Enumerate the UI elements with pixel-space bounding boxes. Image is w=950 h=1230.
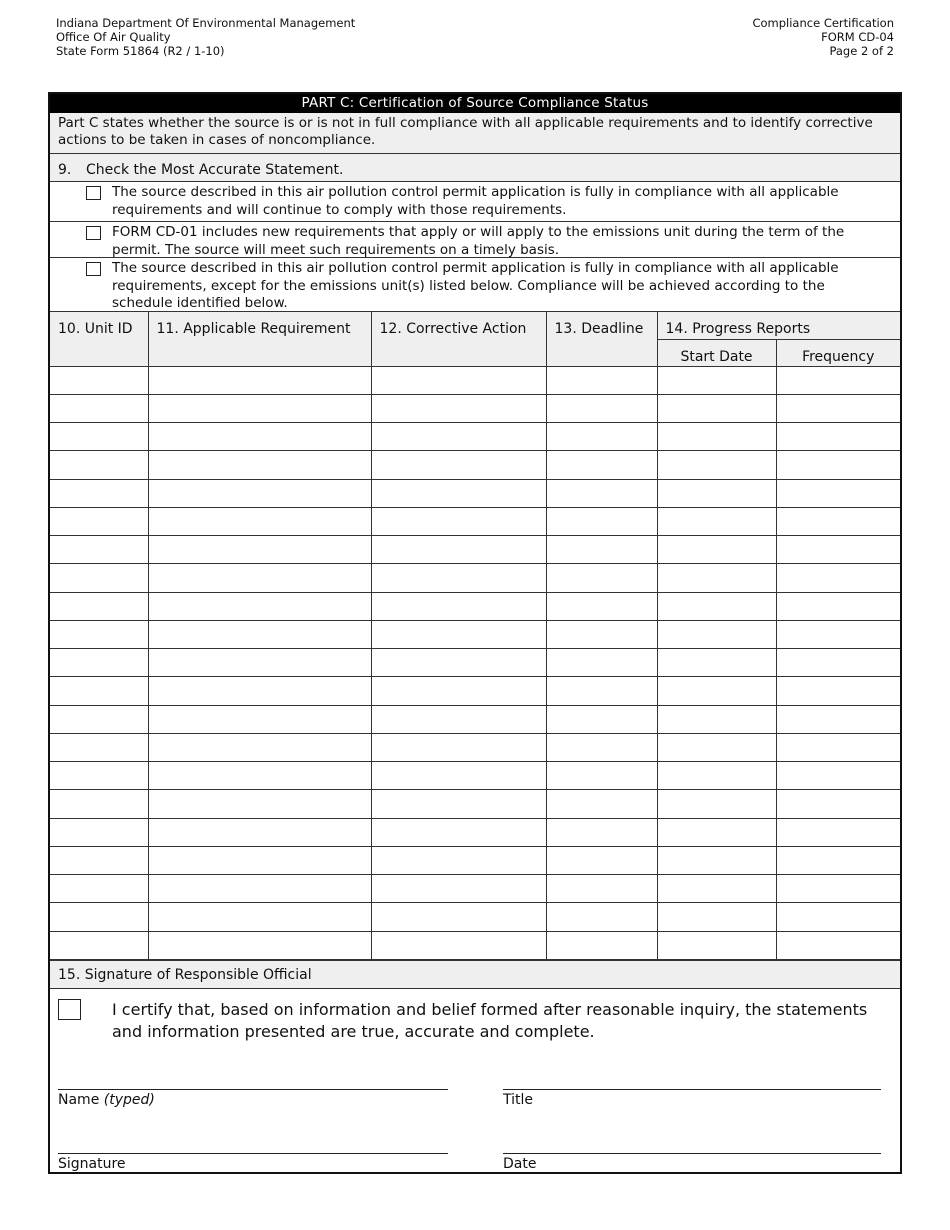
unit-id-cell[interactable] <box>50 677 148 705</box>
requirement-cell[interactable] <box>148 790 371 818</box>
deadline-cell[interactable] <box>546 649 657 677</box>
frequency-cell[interactable] <box>776 507 900 535</box>
start-date-cell[interactable] <box>657 790 776 818</box>
start-date-cell[interactable] <box>657 536 776 564</box>
header-right <box>752 16 894 58</box>
start-date-cell[interactable] <box>657 649 776 677</box>
deadline-cell[interactable] <box>546 366 657 394</box>
requirement-cell[interactable] <box>148 818 371 846</box>
start-date-cell[interactable] <box>657 479 776 507</box>
office-name: Office Of Air Quality <box>56 30 171 44</box>
deadline-cell[interactable] <box>546 790 657 818</box>
frequency-cell[interactable] <box>776 649 900 677</box>
frequency-cell[interactable] <box>776 677 900 705</box>
table-row <box>50 762 900 790</box>
start-date-cell[interactable] <box>657 451 776 479</box>
deadline-cell[interactable] <box>546 705 657 733</box>
corrective-action-cell[interactable] <box>371 479 546 507</box>
table-row <box>50 705 900 733</box>
start-date-cell[interactable] <box>657 677 776 705</box>
col-frequency: Frequency <box>776 339 900 366</box>
table-row <box>50 394 900 422</box>
start-date-cell[interactable] <box>657 818 776 846</box>
unit-id-cell[interactable] <box>50 931 148 959</box>
start-date-cell[interactable] <box>657 620 776 648</box>
table-row <box>50 733 900 761</box>
corrective-action-cell[interactable] <box>371 536 546 564</box>
deadline-cell[interactable] <box>546 536 657 564</box>
deadline-cell[interactable] <box>546 451 657 479</box>
start-date-cell[interactable] <box>657 846 776 874</box>
col-deadline: 13. Deadline <box>546 312 657 366</box>
frequency-cell[interactable] <box>776 366 900 394</box>
q9-heading <box>50 154 900 182</box>
unit-id-cell[interactable] <box>50 394 148 422</box>
name-field[interactable] <box>58 1089 448 1109</box>
q9-number: 9. <box>58 162 72 178</box>
frequency-cell[interactable] <box>776 903 900 931</box>
corrective-action-cell[interactable] <box>371 705 546 733</box>
unit-id-cell[interactable] <box>50 846 148 874</box>
table-row <box>50 620 900 648</box>
unit-id-cell[interactable] <box>50 536 148 564</box>
q9-option-1-text: The source described in this air pollution control permit application is fully in compliance with all applicable requirements and will continue to comply with those requirements. <box>112 184 839 218</box>
table-row <box>50 507 900 535</box>
signature-line <box>58 1153 448 1154</box>
corrective-action-cell[interactable] <box>371 620 546 648</box>
corrective-action-cell[interactable] <box>371 423 546 451</box>
unit-id-cell[interactable] <box>50 451 148 479</box>
frequency-cell[interactable] <box>776 564 900 592</box>
table-row <box>50 423 900 451</box>
start-date-cell[interactable] <box>657 507 776 535</box>
deadline-cell[interactable] <box>546 677 657 705</box>
table-row <box>50 592 900 620</box>
corrective-action-cell[interactable] <box>371 875 546 903</box>
form-code: FORM CD-04 <box>821 30 894 44</box>
frequency-cell[interactable] <box>776 592 900 620</box>
unit-id-cell[interactable] <box>50 507 148 535</box>
deadline-cell[interactable] <box>546 423 657 451</box>
name-hint: (typed) <box>103 1092 155 1108</box>
unit-id-cell[interactable] <box>50 592 148 620</box>
table-row <box>50 677 900 705</box>
table-row <box>50 451 900 479</box>
certification-statement <box>50 989 900 1049</box>
col-start-date: Start Date <box>657 339 776 366</box>
deadline-cell[interactable] <box>546 479 657 507</box>
start-date-cell[interactable] <box>657 564 776 592</box>
start-date-cell[interactable] <box>657 762 776 790</box>
start-date-cell[interactable] <box>657 394 776 422</box>
compliance-form <box>48 92 902 1174</box>
requirement-cell[interactable] <box>148 649 371 677</box>
requirement-cell[interactable] <box>148 423 371 451</box>
table-row <box>50 931 900 959</box>
start-date-cell[interactable] <box>657 705 776 733</box>
table-row <box>50 846 900 874</box>
table-row <box>50 818 900 846</box>
deadline-cell[interactable] <box>546 733 657 761</box>
frequency-cell[interactable] <box>776 620 900 648</box>
requirement-cell[interactable] <box>148 564 371 592</box>
corrective-action-cell[interactable] <box>371 451 546 479</box>
date-line <box>503 1153 881 1154</box>
corrective-action-cell[interactable] <box>371 903 546 931</box>
requirement-cell[interactable] <box>148 846 371 874</box>
requirement-cell[interactable] <box>148 875 371 903</box>
name-line <box>58 1089 448 1090</box>
frequency-cell[interactable] <box>776 733 900 761</box>
requirement-cell[interactable] <box>148 592 371 620</box>
frequency-cell[interactable] <box>776 536 900 564</box>
start-date-cell[interactable] <box>657 592 776 620</box>
corrective-action-cell[interactable] <box>371 931 546 959</box>
frequency-cell[interactable] <box>776 846 900 874</box>
unit-id-cell[interactable] <box>50 705 148 733</box>
requirement-cell[interactable] <box>148 366 371 394</box>
requirement-cell[interactable] <box>148 903 371 931</box>
requirement-cell[interactable] <box>148 507 371 535</box>
q15-heading: 15. Signature of Responsible Official <box>50 960 900 989</box>
unit-id-cell[interactable] <box>50 423 148 451</box>
table-row <box>50 564 900 592</box>
corrective-action-cell[interactable] <box>371 818 546 846</box>
q9-option-1-checkbox[interactable] <box>86 186 101 200</box>
part-c-title: PART C: Certification of Source Compliance Status <box>50 94 900 113</box>
frequency-cell[interactable] <box>776 875 900 903</box>
frequency-cell[interactable] <box>776 394 900 422</box>
corrective-action-cell[interactable] <box>371 762 546 790</box>
col-corrective-action: 12. Corrective Action <box>371 312 546 366</box>
deadline-cell[interactable] <box>546 564 657 592</box>
q9-option-2 <box>50 222 900 258</box>
unit-id-cell[interactable] <box>50 620 148 648</box>
form-title: Compliance Certification <box>752 16 894 30</box>
corrective-action-cell[interactable] <box>371 677 546 705</box>
agency-name: Indiana Department Of Environmental Management <box>56 16 356 30</box>
deadline-cell[interactable] <box>546 394 657 422</box>
deadline-cell[interactable] <box>546 931 657 959</box>
q9-option-1 <box>50 182 900 222</box>
title-label: Title <box>503 1092 534 1108</box>
table-row <box>50 875 900 903</box>
unit-id-cell[interactable] <box>50 366 148 394</box>
table-row <box>50 536 900 564</box>
unit-id-cell[interactable] <box>50 649 148 677</box>
page-number: Page 2 of 2 <box>829 44 894 58</box>
compliance-schedule-table <box>50 312 900 960</box>
header-left <box>56 16 355 58</box>
start-date-cell[interactable] <box>657 733 776 761</box>
signature-label: Signature <box>58 1156 126 1172</box>
title-field[interactable] <box>503 1089 881 1109</box>
frequency-cell[interactable] <box>776 931 900 959</box>
q9-option-3-checkbox[interactable] <box>86 262 101 276</box>
date-label: Date <box>503 1156 537 1172</box>
requirement-cell[interactable] <box>148 931 371 959</box>
unit-id-cell[interactable] <box>50 564 148 592</box>
requirement-cell[interactable] <box>148 677 371 705</box>
deadline-cell[interactable] <box>546 903 657 931</box>
corrective-action-cell[interactable] <box>371 733 546 761</box>
unit-id-cell[interactable] <box>50 903 148 931</box>
start-date-cell[interactable] <box>657 423 776 451</box>
unit-id-cell[interactable] <box>50 479 148 507</box>
frequency-cell[interactable] <box>776 451 900 479</box>
col-unit-id: 10. Unit ID <box>50 312 148 366</box>
frequency-cell[interactable] <box>776 762 900 790</box>
q9-option-3-text: The source described in this air pollution control permit application is fully in compliance with all applicable requirements, except for the emissions unit(s) listed below. Compliance will be achieved according to the schedule identified below. <box>112 260 839 311</box>
deadline-cell[interactable] <box>546 592 657 620</box>
frequency-cell[interactable] <box>776 479 900 507</box>
corrective-action-cell[interactable] <box>371 846 546 874</box>
requirement-cell[interactable] <box>148 479 371 507</box>
col-applicable-requirement: 11. Applicable Requirement <box>148 312 371 366</box>
corrective-action-cell[interactable] <box>371 507 546 535</box>
table-row <box>50 479 900 507</box>
deadline-cell[interactable] <box>546 818 657 846</box>
signature-field[interactable] <box>58 1153 448 1173</box>
table-row <box>50 903 900 931</box>
state-form-number: State Form 51864 (R2 / 1-10) <box>56 44 225 58</box>
unit-id-cell[interactable] <box>50 762 148 790</box>
requirement-cell[interactable] <box>148 620 371 648</box>
deadline-cell[interactable] <box>546 875 657 903</box>
deadline-cell[interactable] <box>546 846 657 874</box>
table-row <box>50 790 900 818</box>
deadline-cell[interactable] <box>546 620 657 648</box>
corrective-action-cell[interactable] <box>371 394 546 422</box>
start-date-cell[interactable] <box>657 931 776 959</box>
requirement-cell[interactable] <box>148 733 371 761</box>
corrective-action-cell[interactable] <box>371 790 546 818</box>
deadline-cell[interactable] <box>546 762 657 790</box>
q9-label: Check the Most Accurate Statement. <box>86 162 344 178</box>
requirement-cell[interactable] <box>148 394 371 422</box>
frequency-cell[interactable] <box>776 818 900 846</box>
start-date-cell[interactable] <box>657 903 776 931</box>
start-date-cell[interactable] <box>657 875 776 903</box>
deadline-cell[interactable] <box>546 507 657 535</box>
requirement-cell[interactable] <box>148 451 371 479</box>
q9-option-3 <box>50 258 900 312</box>
table-row <box>50 649 900 677</box>
corrective-action-cell[interactable] <box>371 564 546 592</box>
frequency-cell[interactable] <box>776 423 900 451</box>
certify-text: I certify that, based on information and belief formed after reasonable inquiry, the statements and information presented are true, accurate and complete. <box>112 999 868 1041</box>
frequency-cell[interactable] <box>776 790 900 818</box>
requirement-cell[interactable] <box>148 536 371 564</box>
corrective-action-cell[interactable] <box>371 592 546 620</box>
start-date-cell[interactable] <box>657 366 776 394</box>
table-header-row <box>50 312 900 339</box>
unit-id-cell[interactable] <box>50 818 148 846</box>
q9-option-2-text: FORM CD-01 includes new requirements that apply or will apply to the emissions unit during the term of the permit. The source will meet such requirements on a timely basis. <box>112 224 845 258</box>
unit-id-cell[interactable] <box>50 790 148 818</box>
title-line <box>503 1089 881 1090</box>
requirement-cell[interactable] <box>148 762 371 790</box>
corrective-action-cell[interactable] <box>371 649 546 677</box>
unit-id-cell[interactable] <box>50 875 148 903</box>
part-c-intro: Part C states whether the source is or is not in full compliance with all applicable requirements and to identify corrective actions to be taken in cases of noncompliance. <box>50 113 900 154</box>
date-field[interactable] <box>503 1153 881 1173</box>
name-label: Name <box>58 1092 104 1108</box>
corrective-action-cell[interactable] <box>371 366 546 394</box>
table-row <box>50 366 900 394</box>
certify-checkbox[interactable] <box>58 999 81 1020</box>
q9-option-2-checkbox[interactable] <box>86 226 101 240</box>
col-progress-reports: 14. Progress Reports <box>657 312 900 339</box>
frequency-cell[interactable] <box>776 705 900 733</box>
unit-id-cell[interactable] <box>50 733 148 761</box>
requirement-cell[interactable] <box>148 705 371 733</box>
